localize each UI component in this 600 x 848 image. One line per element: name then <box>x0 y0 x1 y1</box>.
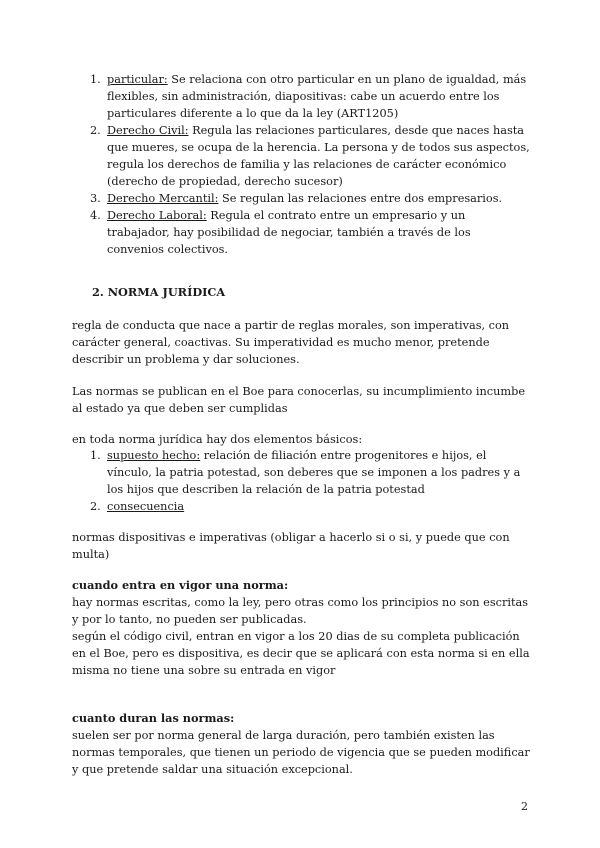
list-item <box>0 498 600 515</box>
list-number: 1. <box>90 449 101 462</box>
list-number: 3. <box>90 192 101 205</box>
heading-duration: cuanto duran las normas: <box>72 711 235 725</box>
list-number: 1. <box>90 73 101 86</box>
list-item <box>0 122 600 190</box>
list-text: Regula las relaciones particulares, desde que naces hasta que mueres, se ocupa de la herencia. La persona y de todos sus aspectos, regula los derechos de familia y las relaciones de carácter económico (derecho de propiedad, derecho sucesor) <box>107 124 530 188</box>
paragraph-elements-intro: en toda norma jurídica hay dos elementos básicos: <box>72 433 363 446</box>
heading-vigor: cuando entra en vigor una norma: <box>72 578 289 592</box>
paragraph-publication: Las normas se publican en el Boe para conocerlas, su incumplimiento incumbe al estado ya que deben ser cumplidas <box>72 385 526 415</box>
list-number: 2. <box>90 500 101 513</box>
list-text: relación de filiación entre progenitores e hijos, el vínculo, la patria potestad, son deberes que se imponen a los padres y a los hijos que describen la relación de la patria potestad <box>107 449 521 496</box>
list-term: Derecho Mercantil: <box>107 192 219 205</box>
paragraph-written-norms: hay normas escritas, como la ley, pero otras como los principios no son escritas y por lo tanto, no pueden ser publicadas. <box>72 596 529 626</box>
section-heading: 2. NORMA JURÍDICA <box>92 285 226 299</box>
elements-list <box>0 447 600 515</box>
list-text: Se regulan las relaciones entre dos empresarios. <box>218 192 503 205</box>
paragraph-civil-code: según el código civil, entran en vigor a los 20 dias de su completa publicación en el Boe, pero es dispositiva, es decir que se aplicará con esta norma si en ella misma no tiene una sobre su entrada en vigor <box>72 630 530 677</box>
list-text: Regula el contrato entre un empresario y un trabajador, hay posibilidad de negociar, también a través de los convenios colectivos. <box>107 209 471 256</box>
list-text: Se relaciona con otro particular en un plano de igualdad, más flexibles, sin administración, diapositivas: cabe un acuerdo entre los particulares diferente a lo que da la ley (ART1205) <box>107 73 527 120</box>
list-term: supuesto hecho: <box>107 449 201 462</box>
list-term: particular: <box>107 73 168 86</box>
list-number: 2. <box>90 124 101 137</box>
list-item <box>0 207 600 258</box>
page-number: 2 <box>521 800 528 813</box>
list-number: 4. <box>90 209 101 222</box>
list-term: Derecho Laboral: <box>107 209 207 222</box>
list-item <box>0 71 600 122</box>
list-item <box>0 190 600 207</box>
paragraph-norm-types: normas dispositivas e imperativas (obligar a hacerlo si o si, y puede que con multa) <box>72 531 510 561</box>
list-term: Derecho Civil: <box>107 124 189 137</box>
paragraph-definition: regla de conducta que nace a partir de reglas morales, son imperativas, con carácter general, coactivas. Su imperatividad es mucho menor, pretende describir un problema y dar soluciones. <box>72 319 510 366</box>
law-branches-list <box>0 71 600 258</box>
list-item <box>0 447 600 498</box>
paragraph-duration: suelen ser por norma general de larga duración, pero también existen las normas temporales, que tienen un periodo de vigencia que se pueden modificar y que pretende saldar una situación excepcional. <box>72 729 530 776</box>
list-term: consecuencia <box>107 500 185 513</box>
